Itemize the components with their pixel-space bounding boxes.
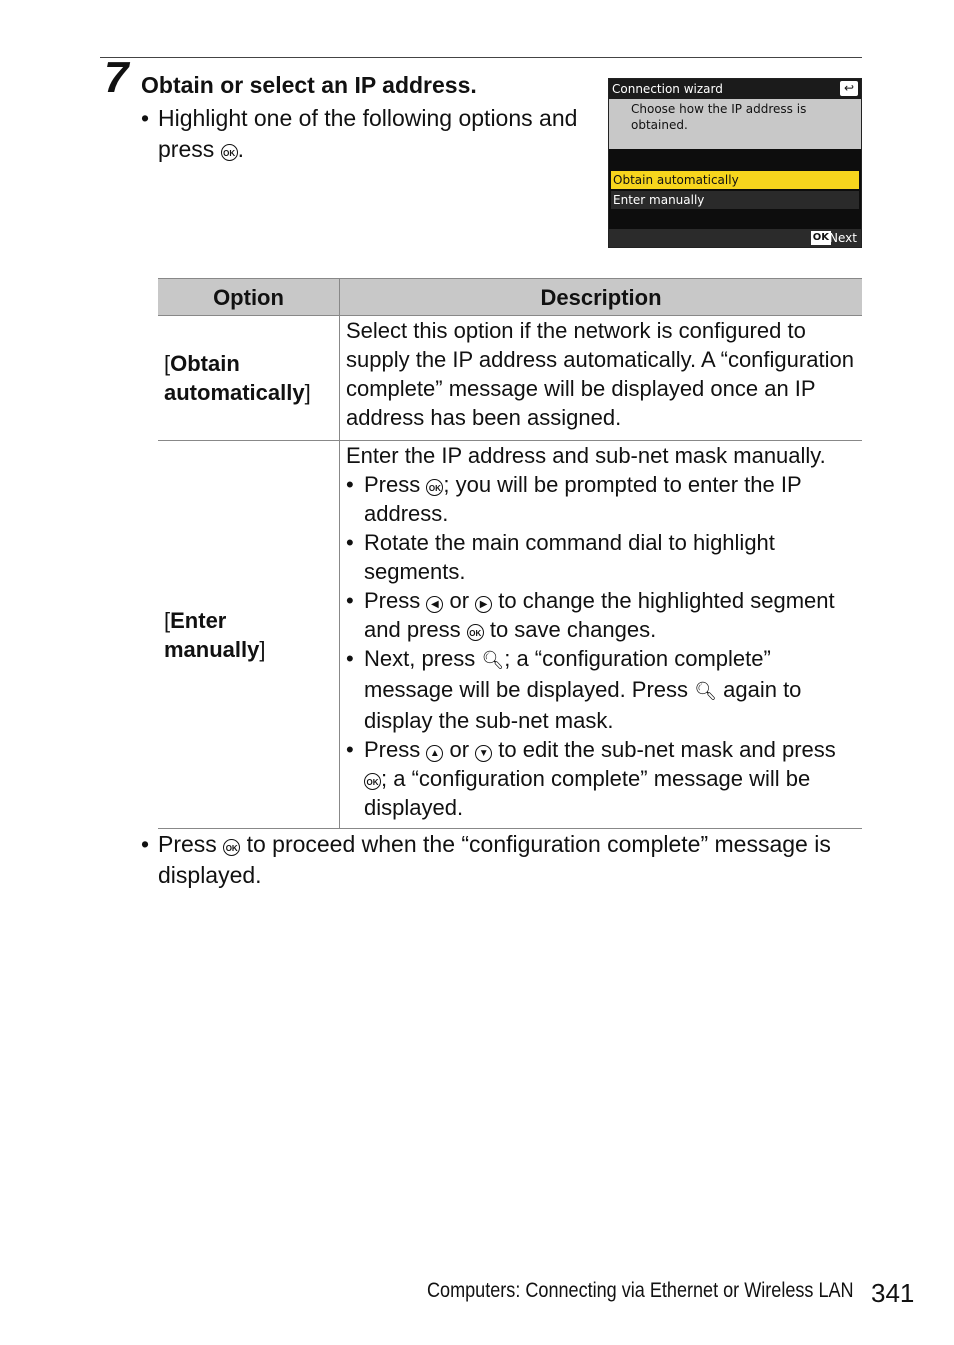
- bullet: •: [141, 105, 150, 131]
- description-text: Select this option if the network is configured to supply the IP address automatically. A “configuration complete” message will be displayed once an IP address has been assigned.: [346, 318, 854, 430]
- text: again to display the sub-net mask.: [364, 677, 802, 733]
- proceed-text-before: Press: [158, 831, 224, 857]
- text: to change the highlighted segment and press: [364, 588, 835, 642]
- up-arrow-icon: ▲: [426, 745, 443, 762]
- step-title: Obtain or select an IP address.: [141, 72, 477, 98]
- text: ; a “configuration complete” message will be displayed.: [364, 766, 811, 820]
- bullet: •: [346, 530, 354, 555]
- ok-button-icon: OK: [221, 144, 238, 161]
- option-enter-manually[interactable]: Enter manually: [611, 191, 859, 209]
- list-item: [346, 644, 856, 735]
- text: or: [443, 737, 476, 762]
- options-table: [158, 278, 862, 829]
- text: to save changes.: [483, 617, 657, 642]
- left-arrow-icon: ◀: [426, 596, 443, 613]
- intro-instruction: [141, 103, 578, 165]
- bullet: •: [346, 646, 354, 671]
- right-arrow-icon: ▶: [475, 596, 492, 613]
- ok-button-icon: OK: [467, 624, 484, 641]
- description-cell: [340, 316, 863, 441]
- option-cell: [158, 441, 340, 829]
- text: Press: [364, 472, 427, 497]
- text: Rotate the main command dial to highlight segments.: [364, 530, 775, 584]
- description-text: Enter the IP address and sub-net mask manually.: [346, 443, 826, 468]
- table-row: [158, 316, 862, 441]
- bracket: [: [164, 607, 171, 633]
- description-list: [346, 470, 856, 822]
- ok-button-icon: OK: [426, 479, 443, 496]
- option-name: Enter manually: [164, 607, 260, 662]
- header-option: Option: [158, 279, 340, 316]
- screen-title: Connection wizard: [612, 82, 723, 96]
- list-item: [346, 586, 856, 644]
- camera-screen: [608, 78, 862, 248]
- option-name: Obtain automatically: [164, 351, 305, 405]
- description-cell: [340, 441, 863, 829]
- zoom-in-icon: 🔍︎: [694, 681, 718, 701]
- text: or: [443, 588, 476, 613]
- page-number: 341: [871, 1278, 915, 1308]
- intro-text-before: Highlight one of the following options and press: [158, 105, 578, 162]
- next-label[interactable]: Next: [829, 231, 857, 245]
- header-description: Description: [340, 279, 863, 316]
- back-icon[interactable]: ↩: [840, 81, 858, 96]
- intro-text-after: .: [237, 136, 245, 162]
- down-arrow-icon: ▼: [475, 745, 492, 762]
- screen-title-bar: [609, 79, 861, 99]
- text: ; you will be prompted to enter the IP address.: [364, 472, 802, 526]
- ok-badge-icon: OK: [812, 232, 829, 243]
- text: ; a “configuration complete” message will be displayed. Press: [364, 646, 771, 702]
- option-cell: [158, 316, 340, 441]
- text: Press: [364, 737, 427, 762]
- chapter-title: Computers: Connecting via Ethernet or Wireless LAN: [427, 1279, 854, 1302]
- list-item: [346, 735, 856, 822]
- bullet: •: [141, 831, 150, 857]
- bullet: •: [346, 737, 354, 762]
- bracket: [: [164, 351, 171, 376]
- bullet: •: [346, 472, 354, 497]
- ok-button-icon: OK: [223, 839, 240, 856]
- list-item: [346, 470, 856, 528]
- proceed-text-after: to proceed when the “configuration complete” message is displayed.: [158, 831, 831, 888]
- table-row: [158, 441, 862, 829]
- bracket: ]: [259, 636, 266, 662]
- list-item: [346, 528, 856, 586]
- ok-button-icon: OK: [364, 773, 381, 790]
- screen-prompt: Choose how the IP address is obtained.: [631, 102, 807, 132]
- bullet: •: [346, 588, 354, 613]
- proceed-instruction: [141, 829, 862, 891]
- top-rule: [100, 57, 862, 58]
- text: Press: [364, 588, 427, 613]
- zoom-in-icon: 🔍︎: [481, 650, 505, 670]
- text: to edit the sub-net mask and press: [492, 737, 836, 762]
- bracket: ]: [304, 380, 311, 405]
- step-number: 7: [104, 53, 129, 102]
- option-obtain-automatically[interactable]: Obtain automatically: [611, 171, 859, 189]
- text: Next, press: [364, 646, 482, 671]
- table-header-row: [158, 279, 862, 316]
